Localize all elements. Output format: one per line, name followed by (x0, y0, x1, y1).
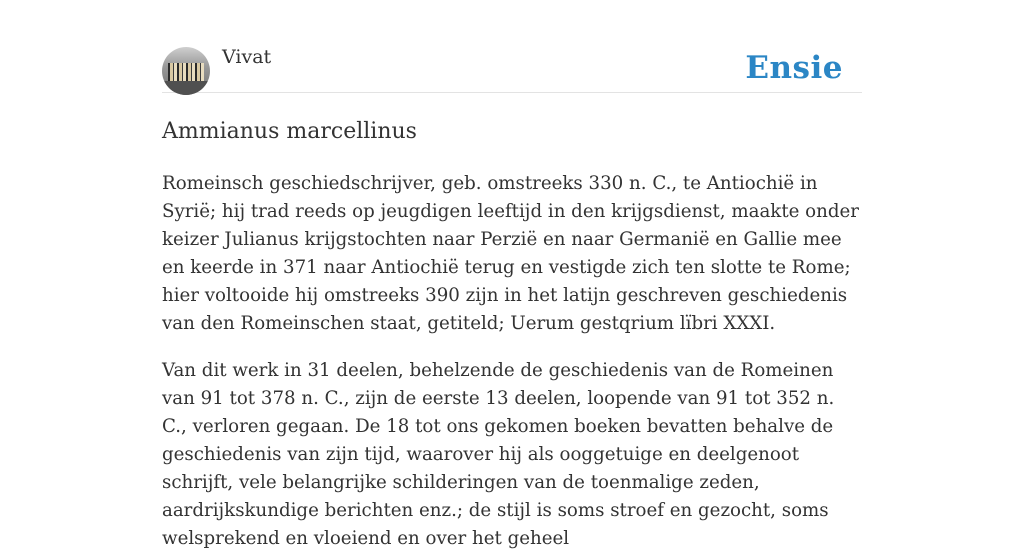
avatar[interactable] (162, 47, 210, 95)
page-title: Ammianus marcellinus (162, 119, 417, 144)
paragraph-2: Van dit werk in 31 deelen, behelzende de geschiedenis van de Romeinen van 91 tot 378 n. C., zijn de eerste 13 deelen, loopende van 91 tot 352 n. C., verloren gegaan. De 18 tot ons gekomen boeken bevatten behalve de geschiedenis van zijn tijd, waarover hij als ooggetuige en deelgenoot schrijft, vele belangrijke schilderingen van de toenmalige zeden, aardrijkskundige berichten enz.; de stijl is soms stroef en gezocht, soms welsprekend en vloeiend en over het geheel (162, 360, 835, 549)
page (162, 0, 862, 553)
username[interactable]: Vivat (222, 46, 272, 68)
books-image (168, 63, 204, 81)
brand-logo[interactable]: Ensie (745, 50, 843, 86)
shelf-image (162, 81, 210, 95)
paragraph-1: Romeinsch geschiedschrijver, geb. omstreeks 330 n. C., te Antiochië in Syrië; hij trad reeds op jeugdigen leeftijd in den krijgsdienst, maakte onder keizer Julianus krijgstochten naar Perzië en naar Germanië en Gallie mee en keerde in 371 naar Antiochië terug en vestigde zich ten slotte te Rome; hier voltooide hij omstreeks 390 zijn in het latijn geschreven geschiedenis van den Romeinschen staat, getiteld; Uerum gestqrium lïbri XXXI. (162, 173, 859, 334)
header (162, 0, 862, 93)
